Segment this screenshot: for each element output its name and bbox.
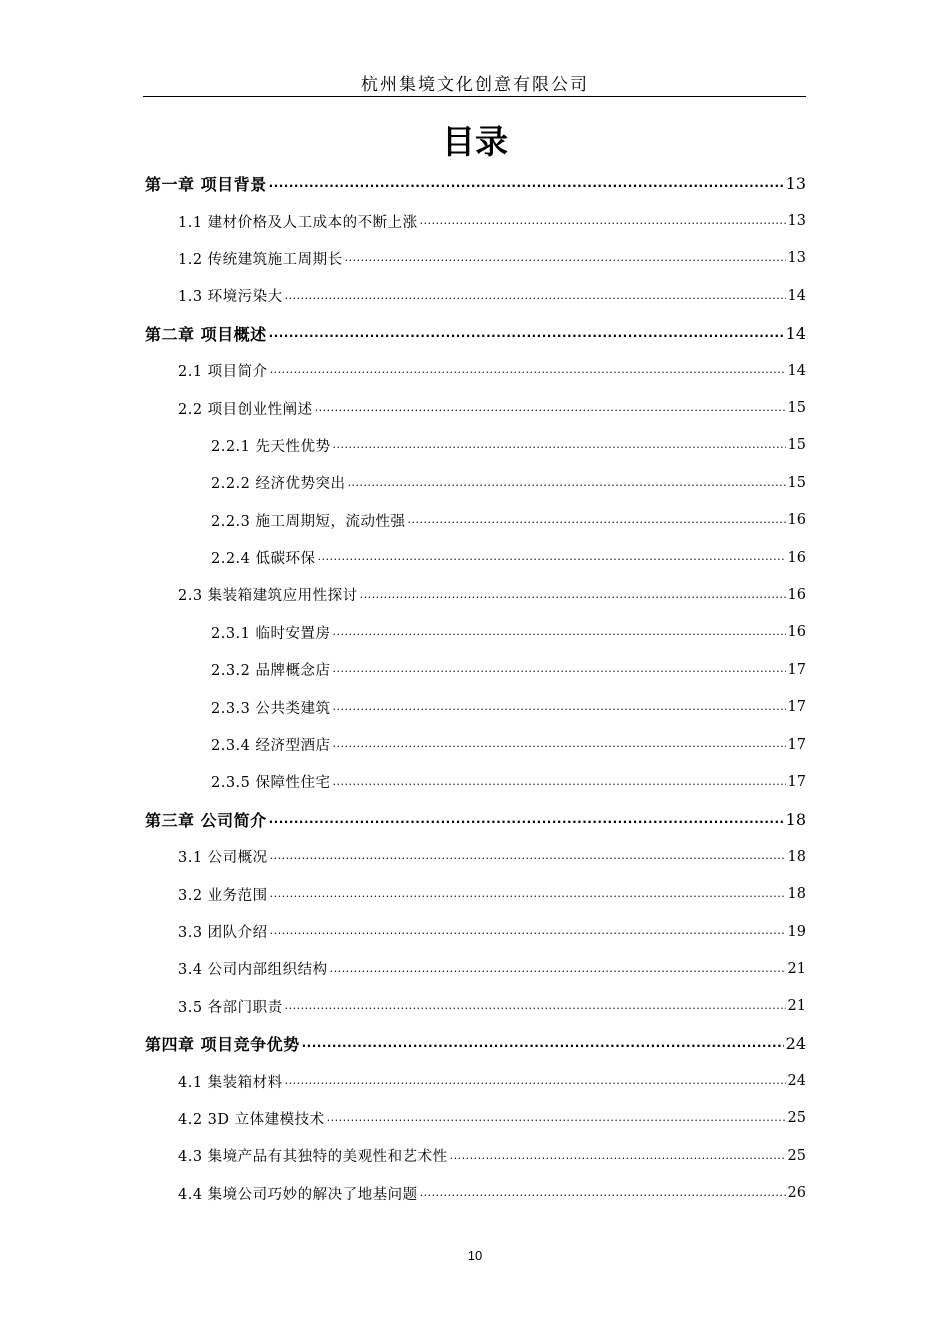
toc-entry-label: 3.2 业务范围 bbox=[178, 887, 268, 904]
toc-entry-page: 17 bbox=[787, 661, 806, 678]
toc-entry-label: 2.3.3 公共类建筑 bbox=[211, 700, 331, 717]
toc-section-entry[interactable] bbox=[145, 1137, 806, 1174]
toc-section-entry[interactable] bbox=[145, 688, 806, 725]
toc-section-entry[interactable] bbox=[145, 389, 806, 426]
toc-dot-leader bbox=[302, 1035, 784, 1051]
toc-dot-leader bbox=[270, 362, 786, 378]
toc-entry-label: 2.3.5 保障性住宅 bbox=[211, 775, 331, 792]
toc-dot-leader bbox=[270, 886, 786, 902]
running-header: 杭州集境文化创意有限公司 bbox=[361, 75, 589, 95]
toc-section-entry[interactable] bbox=[145, 1100, 806, 1137]
toc-chapter-entry[interactable] bbox=[145, 1025, 806, 1062]
toc-chapter-entry[interactable] bbox=[145, 165, 806, 202]
toc-entry-page: 16 bbox=[787, 624, 806, 641]
toc-entry-label: 3.5 各部门职责 bbox=[178, 999, 283, 1016]
toc-entry-label: 2.2 项目创业性阐述 bbox=[178, 401, 313, 418]
toc-entry-page: 17 bbox=[787, 736, 806, 753]
toc-entry-label: 3.3 团队介绍 bbox=[178, 925, 268, 941]
toc-dot-leader bbox=[330, 961, 786, 977]
toc-entry-label: 1.1 建材价格及人工成本的不断上涨 bbox=[178, 214, 418, 231]
toc-dot-leader bbox=[345, 250, 786, 266]
toc-entry-page: 18 bbox=[787, 886, 806, 903]
toc-entry-page: 13 bbox=[785, 174, 806, 194]
toc-dot-leader bbox=[450, 1148, 786, 1164]
toc-entry-page: 14 bbox=[785, 323, 806, 343]
toc-dot-leader bbox=[285, 1073, 786, 1089]
toc-entry-label: 第二章 项目概述 bbox=[145, 324, 267, 344]
toc-entry-page: 18 bbox=[785, 809, 806, 829]
toc-section-entry[interactable] bbox=[145, 950, 806, 987]
toc-entry-page: 19 bbox=[787, 923, 806, 940]
toc-entry-page: 21 bbox=[787, 998, 806, 1015]
toc-section-entry[interactable] bbox=[145, 651, 806, 688]
toc-section-entry[interactable] bbox=[145, 913, 806, 950]
page-number: 10 bbox=[467, 1248, 483, 1263]
toc-entry-page: 26 bbox=[787, 1185, 806, 1202]
toc-entry-label: 2.2.4 低碳环保 bbox=[211, 551, 316, 568]
toc-section-entry[interactable] bbox=[145, 1175, 806, 1212]
toc-section-entry[interactable] bbox=[145, 576, 806, 613]
toc-dot-leader bbox=[269, 325, 784, 341]
toc-entry-page: 16 bbox=[787, 549, 806, 566]
toc-section-entry[interactable] bbox=[145, 875, 806, 912]
toc-entry-page: 14 bbox=[787, 362, 806, 379]
toc-dot-leader bbox=[333, 437, 786, 453]
toc-entry-page: 13 bbox=[787, 250, 806, 267]
toc-entry-label: 1.2 传统建筑施工周期长 bbox=[178, 251, 343, 268]
toc-dot-leader bbox=[333, 661, 786, 677]
toc-section-entry[interactable] bbox=[145, 726, 806, 763]
toc-dot-leader bbox=[318, 549, 786, 565]
toc-entry-label: 2.2.1 先天性优势 bbox=[211, 438, 331, 455]
toc-entry-label: 3.1 公司概况 bbox=[178, 850, 268, 867]
toc-dot-leader bbox=[348, 475, 786, 491]
toc-entry-page: 13 bbox=[787, 213, 806, 230]
toc-section-entry[interactable] bbox=[145, 1062, 806, 1099]
toc-dot-leader bbox=[408, 512, 786, 528]
toc-dot-leader bbox=[269, 175, 784, 191]
toc-entry-label: 3.4 公司内部组织结构 bbox=[178, 962, 328, 979]
toc-entry-label: 1.3 环境污染大 bbox=[178, 289, 283, 306]
toc-entry-page: 16 bbox=[787, 512, 806, 529]
toc-entry-label: 4.3 集境产品有其独特的美观性和艺术性 bbox=[178, 1149, 448, 1166]
toc-entry-page: 24 bbox=[785, 1034, 806, 1054]
toc-entry-label: 2.3 集装箱建筑应用性探讨 bbox=[178, 588, 358, 605]
toc-entry-page: 16 bbox=[787, 586, 806, 603]
toc-section-entry[interactable] bbox=[145, 464, 806, 501]
toc-section-entry[interactable] bbox=[145, 352, 806, 389]
toc-entry-label: 4.1 集装箱材料 bbox=[178, 1074, 283, 1091]
toc-dot-leader bbox=[269, 811, 784, 827]
toc-dot-leader bbox=[420, 1185, 786, 1201]
toc-section-entry[interactable] bbox=[145, 539, 806, 576]
toc-dot-leader bbox=[285, 288, 786, 304]
toc-dot-leader bbox=[270, 923, 786, 939]
toc-dot-leader bbox=[360, 587, 786, 603]
toc-dot-leader bbox=[420, 213, 786, 229]
toc-entry-page: 24 bbox=[787, 1073, 806, 1090]
toc-entry-label: 2.2.2 经济优势突出 bbox=[211, 476, 346, 493]
toc-dot-leader bbox=[333, 699, 786, 715]
toc-entry-page: 15 bbox=[787, 400, 806, 417]
toc-entry-page: 25 bbox=[787, 1110, 806, 1127]
toc-entry-label: 2.1 项目简介 bbox=[178, 364, 268, 381]
toc-dot-leader bbox=[333, 624, 786, 640]
toc-chapter-entry[interactable] bbox=[145, 315, 806, 352]
toc-section-entry[interactable] bbox=[145, 277, 806, 314]
toc-dot-leader bbox=[333, 736, 786, 752]
table-of-contents bbox=[145, 165, 806, 1212]
toc-entry-label: 2.3.2 品牌概念店 bbox=[211, 663, 331, 680]
toc-dot-leader bbox=[270, 848, 786, 864]
toc-entry-label: 4.2 3D 立体建模技术 bbox=[178, 1111, 325, 1128]
toc-section-entry[interactable] bbox=[145, 427, 806, 464]
toc-entry-label: 2.3.4 经济型酒店 bbox=[211, 738, 331, 755]
toc-title: 目录 bbox=[442, 122, 508, 161]
toc-dot-leader bbox=[333, 774, 786, 790]
toc-entry-page: 17 bbox=[787, 699, 806, 716]
toc-section-entry[interactable] bbox=[145, 838, 806, 875]
toc-section-entry[interactable] bbox=[145, 202, 806, 239]
toc-entry-label: 2.2.3 施工周期短，流动性强 bbox=[211, 513, 406, 530]
toc-section-entry[interactable] bbox=[145, 988, 806, 1025]
toc-dot-leader bbox=[327, 1110, 786, 1126]
toc-entry-page: 15 bbox=[787, 437, 806, 454]
toc-entry-label: 2.3.1 临时安置房 bbox=[211, 625, 331, 642]
header-divider bbox=[143, 96, 806, 97]
toc-chapter-entry[interactable] bbox=[145, 801, 806, 838]
toc-section-entry[interactable] bbox=[145, 240, 806, 277]
toc-entry-page: 14 bbox=[787, 287, 806, 304]
toc-section-entry[interactable] bbox=[145, 763, 806, 800]
toc-entry-page: 18 bbox=[787, 848, 806, 865]
toc-entry-label: 第三章 公司简介 bbox=[145, 810, 267, 830]
toc-section-entry[interactable] bbox=[145, 502, 806, 539]
toc-entry-label: 第四章 项目竞争优势 bbox=[145, 1035, 300, 1055]
toc-entry-page: 15 bbox=[787, 474, 806, 491]
toc-entry-page: 21 bbox=[787, 960, 806, 977]
toc-entry-label: 4.4 集境公司巧妙的解决了地基问题 bbox=[178, 1186, 418, 1203]
toc-dot-leader bbox=[315, 400, 786, 416]
toc-entry-page: 25 bbox=[787, 1147, 806, 1164]
toc-section-entry[interactable] bbox=[145, 614, 806, 651]
toc-dot-leader bbox=[285, 998, 786, 1014]
toc-entry-page: 17 bbox=[787, 773, 806, 790]
toc-entry-label: 第一章 项目背景 bbox=[145, 175, 267, 195]
